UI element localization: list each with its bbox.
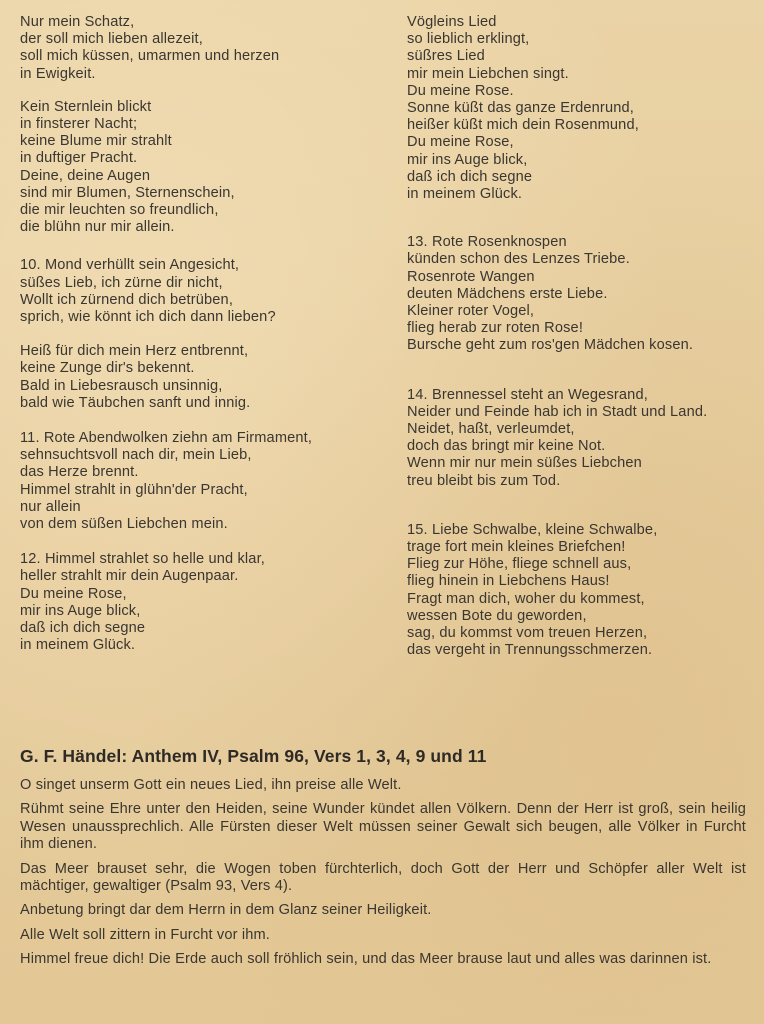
paragraph: O singet unserm Gott ein neues Lied, ihn preise alle Welt. (20, 777, 402, 793)
verse-line: 12. Himmel strahlet so helle und klar, (20, 551, 265, 568)
verse-line: Deine, deine Augen (20, 167, 151, 184)
verse-line: in meinem Glück. (407, 186, 523, 203)
verse-line: die mir leuchten so freundlich, (20, 202, 219, 219)
paragraph: Anbetung bringt dar dem Herrn in dem Glanz seiner Heiligkeit. (20, 902, 432, 919)
verse-line: sprich, wie könnt ich dich dann lieben? (20, 309, 276, 326)
verse-line: Kein Sternlein blickt (20, 98, 152, 115)
verse-line: heißer küßt mich dein Rosenmund, (407, 117, 639, 134)
verse-line: daß ich dich segne (20, 620, 146, 637)
verse-line: in duftiger Pracht. (20, 150, 138, 167)
right-column (407, 14, 757, 660)
verse-line: sag, du kommst vom treuen Herzen, (407, 625, 648, 642)
stanza (407, 14, 757, 203)
verse-line: daß ich dich segne (407, 168, 533, 185)
verse-line: keine Blume mir strahlt (20, 133, 172, 150)
verse-line: in finsterer Nacht; (20, 116, 138, 133)
verse-line: Sonne küßt das ganze Erdenrund, (407, 100, 634, 117)
verse-line: deuten Mädchens erste Liebe. (407, 285, 608, 302)
verse-line: soll mich küssen, umarmen und herzen (20, 48, 280, 65)
verse-line: mir ins Auge blick, (407, 151, 528, 168)
verse-line: Flieg zur Höhe, fliege schnell aus, (407, 556, 632, 573)
verse-line: Kleiner roter Vogel, (407, 303, 535, 320)
stanza (20, 430, 390, 533)
verse-line: Heiß für dich mein Herz entbrennt, (20, 343, 249, 360)
verse-line: süßres Lied (407, 48, 485, 65)
stanza (407, 387, 757, 490)
verse-line: heller strahlt mir dein Augenpaar. (20, 568, 239, 585)
paragraph: Alle Welt soll zittern in Furcht vor ihm. (20, 926, 270, 943)
verse-line: Neider und Feinde hab ich in Stadt und Land. (407, 403, 708, 420)
verse-line: in meinem Glück. (20, 637, 136, 654)
verse-line: so lieblich erklingt, (407, 31, 530, 48)
verse-line: doch das bringt mir keine Not. (407, 438, 606, 455)
verse-line: nur allein (20, 498, 81, 515)
stanza (407, 234, 757, 354)
verse-line: 15. Liebe Schwalbe, kleine Schwalbe, (407, 521, 658, 538)
section-title: G. F. Händel: Anthem IV, Psalm 96, Vers 1, 3, 4, 9 und 11 (20, 746, 487, 766)
verse-line: Du meine Rose, (20, 585, 127, 602)
verse-line: Rosenrote Wangen (407, 268, 535, 285)
verse-line: Du meine Rose, (407, 134, 514, 151)
verse-line: sind mir Blumen, Sternenschein, (20, 184, 235, 201)
verse-line: 13. Rote Rosenknospen (407, 234, 567, 251)
verse-line: Bald in Liebesrausch unsinnig, (20, 377, 223, 394)
verse-line: der soll mich lieben allezeit, (20, 31, 203, 48)
stanza (20, 551, 390, 654)
verse-line: Himmel strahlt in glühn'der Pracht, (20, 481, 248, 498)
stanza (20, 343, 390, 412)
stanza (20, 257, 390, 326)
verse-line: die blühn nur mir allein. (20, 219, 175, 236)
verse-line: in Ewigkeit. (20, 65, 96, 82)
verse-line: Nur mein Schatz, (20, 14, 135, 30)
paragraph: Himmel freue dich! Die Erde auch soll fröhlich sein, und das Meer brause laut und alles was darinnen ist. (20, 951, 712, 968)
verse-line: flieg herab zur roten Rose! (407, 320, 584, 337)
verse-line: das Herze brennt. (20, 464, 139, 481)
verse-line: bald wie Täubchen sanft und innig. (20, 394, 251, 411)
verse-line: Fragt man dich, woher du kommest, (407, 590, 645, 607)
verse-line: Vögleins Lied (407, 14, 497, 30)
verse-line: Neidet, haßt, verleumdet, (407, 421, 575, 438)
left-column (20, 14, 390, 655)
paragraph: Das Meer brauset sehr, die Wogen toben fürchterlich, doch Gott der Herr und Schöpfer aller Welt ist mächtiger, gewaltiger (Psalm 93, Vers 4). (20, 860, 746, 895)
verse-line: das vergeht in Trennungsschmerzen. (407, 642, 653, 659)
paragraph: Rühmt seine Ehre unter den Heiden, seine Wunder kündet allen Völkern. Denn der Herr ist groß, sein heilig Wesen unaussprechlich. Alle Fürsten dieser Welt müssen seiner Gewalt sich beugen, alle Völker in Furcht ihm dienen. (20, 801, 746, 853)
verse-line: wessen Bote du geworden, (407, 607, 587, 624)
verse-line: trage fort mein kleines Briefchen! (407, 539, 626, 556)
verse-line: 11. Rote Abendwolken ziehn am Firmament, (20, 430, 313, 447)
stanza (20, 14, 390, 83)
verse-line: sehnsuchtsvoll nach dir, mein Lieb, (20, 447, 252, 464)
verse-line: Bursche geht zum ros'gen Mädchen kosen. (407, 337, 694, 354)
verse-line: Wollt ich zürnend dich betrüben, (20, 291, 234, 308)
verse-line: süßes Lieb, ich zürne dir nicht, (20, 274, 223, 291)
verse-line: 10. Mond verhüllt sein Angesicht, (20, 257, 240, 274)
verse-line: Du meine Rose. (407, 82, 514, 99)
verse-line: von dem süßen Liebchen mein. (20, 516, 228, 533)
verse-line: flieg hinein in Liebchens Haus! (407, 573, 610, 590)
handel-section (20, 746, 746, 976)
verse-line: keine Zunge dir's bekennt. (20, 360, 195, 377)
verse-line: künden schon des Lenzes Triebe. (407, 251, 630, 268)
verse-line: 14. Brennessel steht an Wegesrand, (407, 386, 648, 403)
verse-line: mir ins Auge blick, (20, 602, 141, 619)
verse-line: treu bleibt bis zum Tod. (407, 472, 561, 489)
stanza (407, 522, 757, 660)
verse-line: mir mein Liebchen singt. (407, 65, 569, 82)
stanza (20, 99, 390, 237)
verse-line: Wenn mir nur mein süßes Liebchen (407, 455, 642, 472)
